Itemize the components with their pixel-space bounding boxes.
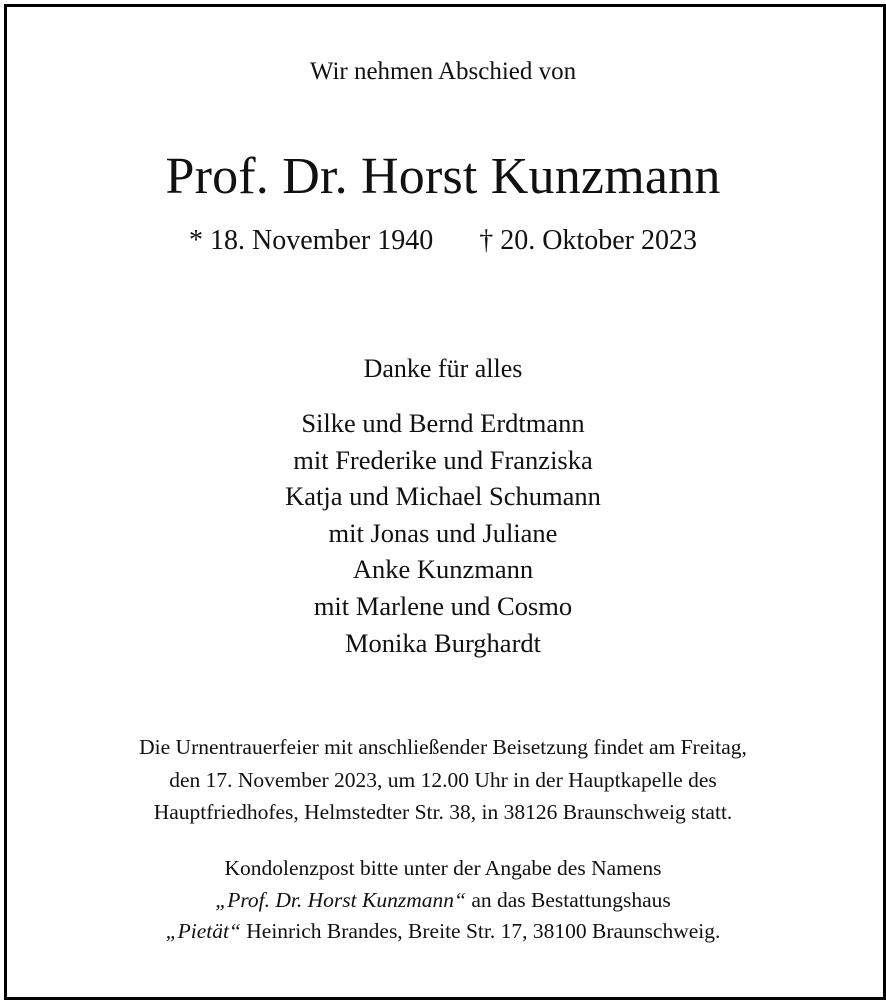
mourner-line: Anke Kunzmann bbox=[352, 554, 534, 585]
birth-date: * 18. November 1940 bbox=[189, 225, 434, 256]
condolence-info bbox=[0, 853, 886, 948]
mourner-line: Monika Burghardt bbox=[344, 627, 542, 658]
mourner-line: Silke und Bernd Erdtmann bbox=[301, 408, 585, 438]
condolence-line: Kondolenzpost bitte unter der Angabe des Namens bbox=[224, 856, 662, 880]
ceremony-info bbox=[0, 731, 886, 829]
death-date: † 20. Oktober 2023 bbox=[479, 225, 697, 256]
condolence-line bbox=[0, 916, 886, 948]
mourner-line: mit Jonas und Juliane bbox=[328, 517, 558, 548]
funeral-home-address: Heinrich Brandes, Breite Str. 17, 38100 Braunschweig. bbox=[240, 919, 721, 943]
funeral-home-name: „Pietät“ bbox=[165, 919, 241, 943]
life-dates bbox=[0, 225, 886, 257]
ceremony-line: Hauptfriedhofes, Helmstedter Str. 38, in 38126 Braunschweig statt. bbox=[153, 800, 733, 824]
thanks-text: Danke für alles bbox=[363, 354, 523, 383]
intro-text: Wir nehmen Abschied von bbox=[309, 58, 577, 85]
mourner-line: Katja und Michael Schumann bbox=[285, 481, 601, 512]
condolence-text: an das Bestattungshaus bbox=[465, 887, 671, 912]
condolence-line bbox=[0, 885, 886, 917]
ceremony-line: den 17. November 2023, um 12.00 Uhr in der Hauptkapelle des bbox=[169, 767, 717, 792]
mourners-list bbox=[0, 405, 886, 661]
mourner-line: mit Frederike und Franziska bbox=[293, 444, 593, 475]
deceased-name: Prof. Dr. Horst Kunzmann bbox=[165, 148, 721, 205]
ceremony-line: Die Urnentrauerfeier mit anschließender Beisetzung findet am Freitag, bbox=[139, 735, 747, 759]
condolence-name: „Prof. Dr. Horst Kunzmann“ bbox=[215, 887, 466, 912]
mourner-line: mit Marlene und Cosmo bbox=[313, 590, 573, 621]
